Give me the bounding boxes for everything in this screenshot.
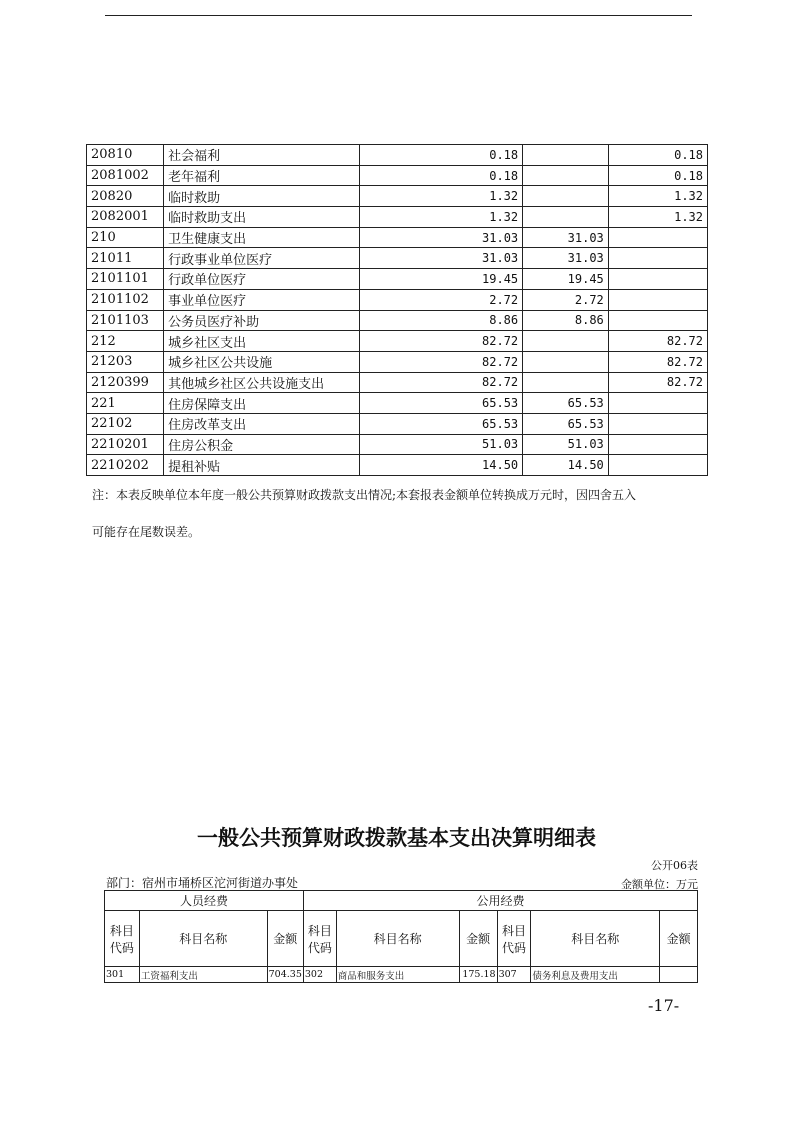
code-cell: 2120399	[87, 372, 164, 393]
code-cell: 20820	[87, 186, 164, 207]
basic-cell	[523, 331, 609, 352]
table-number: 公开06表	[651, 859, 698, 872]
table-row	[87, 227, 708, 248]
name-cell: 老年福利	[164, 165, 359, 186]
header-rule	[105, 15, 692, 16]
project-cell: 82.72	[608, 372, 707, 393]
project-cell	[608, 289, 707, 310]
name-cell: 住房改革支出	[164, 413, 359, 434]
table-row	[105, 967, 698, 983]
page-number: -17-	[648, 996, 680, 1015]
department-label: 部门：宿州市埇桥区沱河街道办事处	[106, 876, 299, 890]
project-cell: 1.32	[608, 207, 707, 228]
name-cell: 行政单位医疗	[164, 269, 359, 290]
project-cell: 0.18	[608, 145, 707, 166]
cell: 307	[497, 967, 531, 983]
code-cell: 221	[87, 393, 164, 414]
code-cell: 210	[87, 227, 164, 248]
total-cell: 31.03	[359, 227, 523, 248]
total-cell: 65.53	[359, 413, 523, 434]
basic-cell	[523, 165, 609, 186]
project-cell: 82.72	[608, 331, 707, 352]
basic-cell: 31.03	[523, 248, 609, 269]
basic-cell: 51.03	[523, 434, 609, 455]
total-cell: 82.72	[359, 331, 523, 352]
cell	[660, 967, 698, 983]
project-cell	[608, 434, 707, 455]
total-cell: 0.18	[359, 165, 523, 186]
name-cell: 提租补贴	[164, 455, 359, 476]
header-code: 科目代码	[303, 911, 336, 967]
code-cell: 21011	[87, 248, 164, 269]
project-cell	[608, 248, 707, 269]
expenditure-table	[86, 144, 708, 476]
table-row	[87, 165, 708, 186]
name-cell: 事业单位医疗	[164, 289, 359, 310]
name-cell: 临时救助支出	[164, 207, 359, 228]
basic-cell: 14.50	[523, 455, 609, 476]
total-cell: 8.86	[359, 310, 523, 331]
note-line-2: 可能存在尾数误差。	[92, 525, 201, 539]
basic-cell	[523, 145, 609, 166]
cell: 商品和服务支出	[336, 967, 459, 983]
project-cell	[608, 413, 707, 434]
header-amount: 金额	[660, 911, 698, 967]
cell: 704.35	[267, 967, 303, 983]
total-cell: 19.45	[359, 269, 523, 290]
group-public: 公用经费	[303, 891, 697, 911]
basic-cell: 19.45	[523, 269, 609, 290]
total-cell: 65.53	[359, 393, 523, 414]
name-cell: 城乡社区支出	[164, 331, 359, 352]
project-cell: 0.18	[608, 165, 707, 186]
basic-cell: 8.86	[523, 310, 609, 331]
table-row	[87, 186, 708, 207]
header-name: 科目名称	[531, 911, 660, 967]
table-row	[87, 351, 708, 372]
name-cell: 临时救助	[164, 186, 359, 207]
name-cell: 社会福利	[164, 145, 359, 166]
code-cell: 2210201	[87, 434, 164, 455]
code-cell: 2082001	[87, 207, 164, 228]
note-line-1: 注：本表反映单位本年度一般公共预算财政拨款支出情况;本套报表金额单位转换成万元时，因四舍五入	[92, 488, 637, 502]
table-row	[87, 289, 708, 310]
basic-cell: 2.72	[523, 289, 609, 310]
total-cell: 2.72	[359, 289, 523, 310]
code-cell: 2101103	[87, 310, 164, 331]
table-row	[87, 393, 708, 414]
table-row	[87, 248, 708, 269]
name-cell: 行政事业单位医疗	[164, 248, 359, 269]
project-cell	[608, 269, 707, 290]
basic-cell: 31.03	[523, 227, 609, 248]
total-cell: 82.72	[359, 372, 523, 393]
code-cell: 20810	[87, 145, 164, 166]
basic-cell: 65.53	[523, 413, 609, 434]
project-cell	[608, 393, 707, 414]
code-cell: 21203	[87, 351, 164, 372]
section-title: 一般公共预算财政拨款基本支出决算明细表	[197, 826, 596, 850]
code-cell: 212	[87, 331, 164, 352]
basic-cell	[523, 372, 609, 393]
header-code: 科目代码	[497, 911, 531, 967]
table-row	[87, 269, 708, 290]
code-cell: 22102	[87, 413, 164, 434]
total-cell: 82.72	[359, 351, 523, 372]
table-row	[87, 413, 708, 434]
name-cell: 住房保障支出	[164, 393, 359, 414]
basic-cell	[523, 186, 609, 207]
header-code: 科目代码	[105, 911, 140, 967]
table-row	[87, 455, 708, 476]
name-cell: 城乡社区公共设施	[164, 351, 359, 372]
total-cell: 1.32	[359, 186, 523, 207]
project-cell: 82.72	[608, 351, 707, 372]
project-cell	[608, 455, 707, 476]
project-cell	[608, 310, 707, 331]
name-cell: 卫生健康支出	[164, 227, 359, 248]
table-row	[87, 207, 708, 228]
code-cell: 2101101	[87, 269, 164, 290]
name-cell: 公务员医疗补助	[164, 310, 359, 331]
project-cell	[608, 227, 707, 248]
cell: 301	[105, 967, 140, 983]
name-cell: 住房公积金	[164, 434, 359, 455]
cell: 302	[303, 967, 336, 983]
cell: 债务利息及费用支出	[531, 967, 660, 983]
total-cell: 14.50	[359, 455, 523, 476]
code-cell: 2081002	[87, 165, 164, 186]
total-cell: 31.03	[359, 248, 523, 269]
table-row	[87, 310, 708, 331]
cell: 175.18	[459, 967, 497, 983]
project-cell: 1.32	[608, 186, 707, 207]
table-row	[87, 372, 708, 393]
group-personnel: 人员经费	[105, 891, 304, 911]
basic-cell	[523, 351, 609, 372]
header-name: 科目名称	[139, 911, 267, 967]
table-row	[87, 331, 708, 352]
header-name: 科目名称	[336, 911, 459, 967]
name-cell: 其他城乡社区公共设施支出	[164, 372, 359, 393]
cell: 工资福利支出	[139, 967, 267, 983]
header-amount: 金额	[267, 911, 303, 967]
code-cell: 2101102	[87, 289, 164, 310]
basic-expenditure-table	[104, 890, 698, 983]
total-cell: 1.32	[359, 207, 523, 228]
header-amount: 金额	[459, 911, 497, 967]
basic-cell: 65.53	[523, 393, 609, 414]
table-row	[87, 434, 708, 455]
total-cell: 51.03	[359, 434, 523, 455]
code-cell: 2210202	[87, 455, 164, 476]
unit-label: 金额单位：万元	[621, 878, 698, 891]
basic-cell	[523, 207, 609, 228]
total-cell: 0.18	[359, 145, 523, 166]
table-row	[87, 145, 708, 166]
